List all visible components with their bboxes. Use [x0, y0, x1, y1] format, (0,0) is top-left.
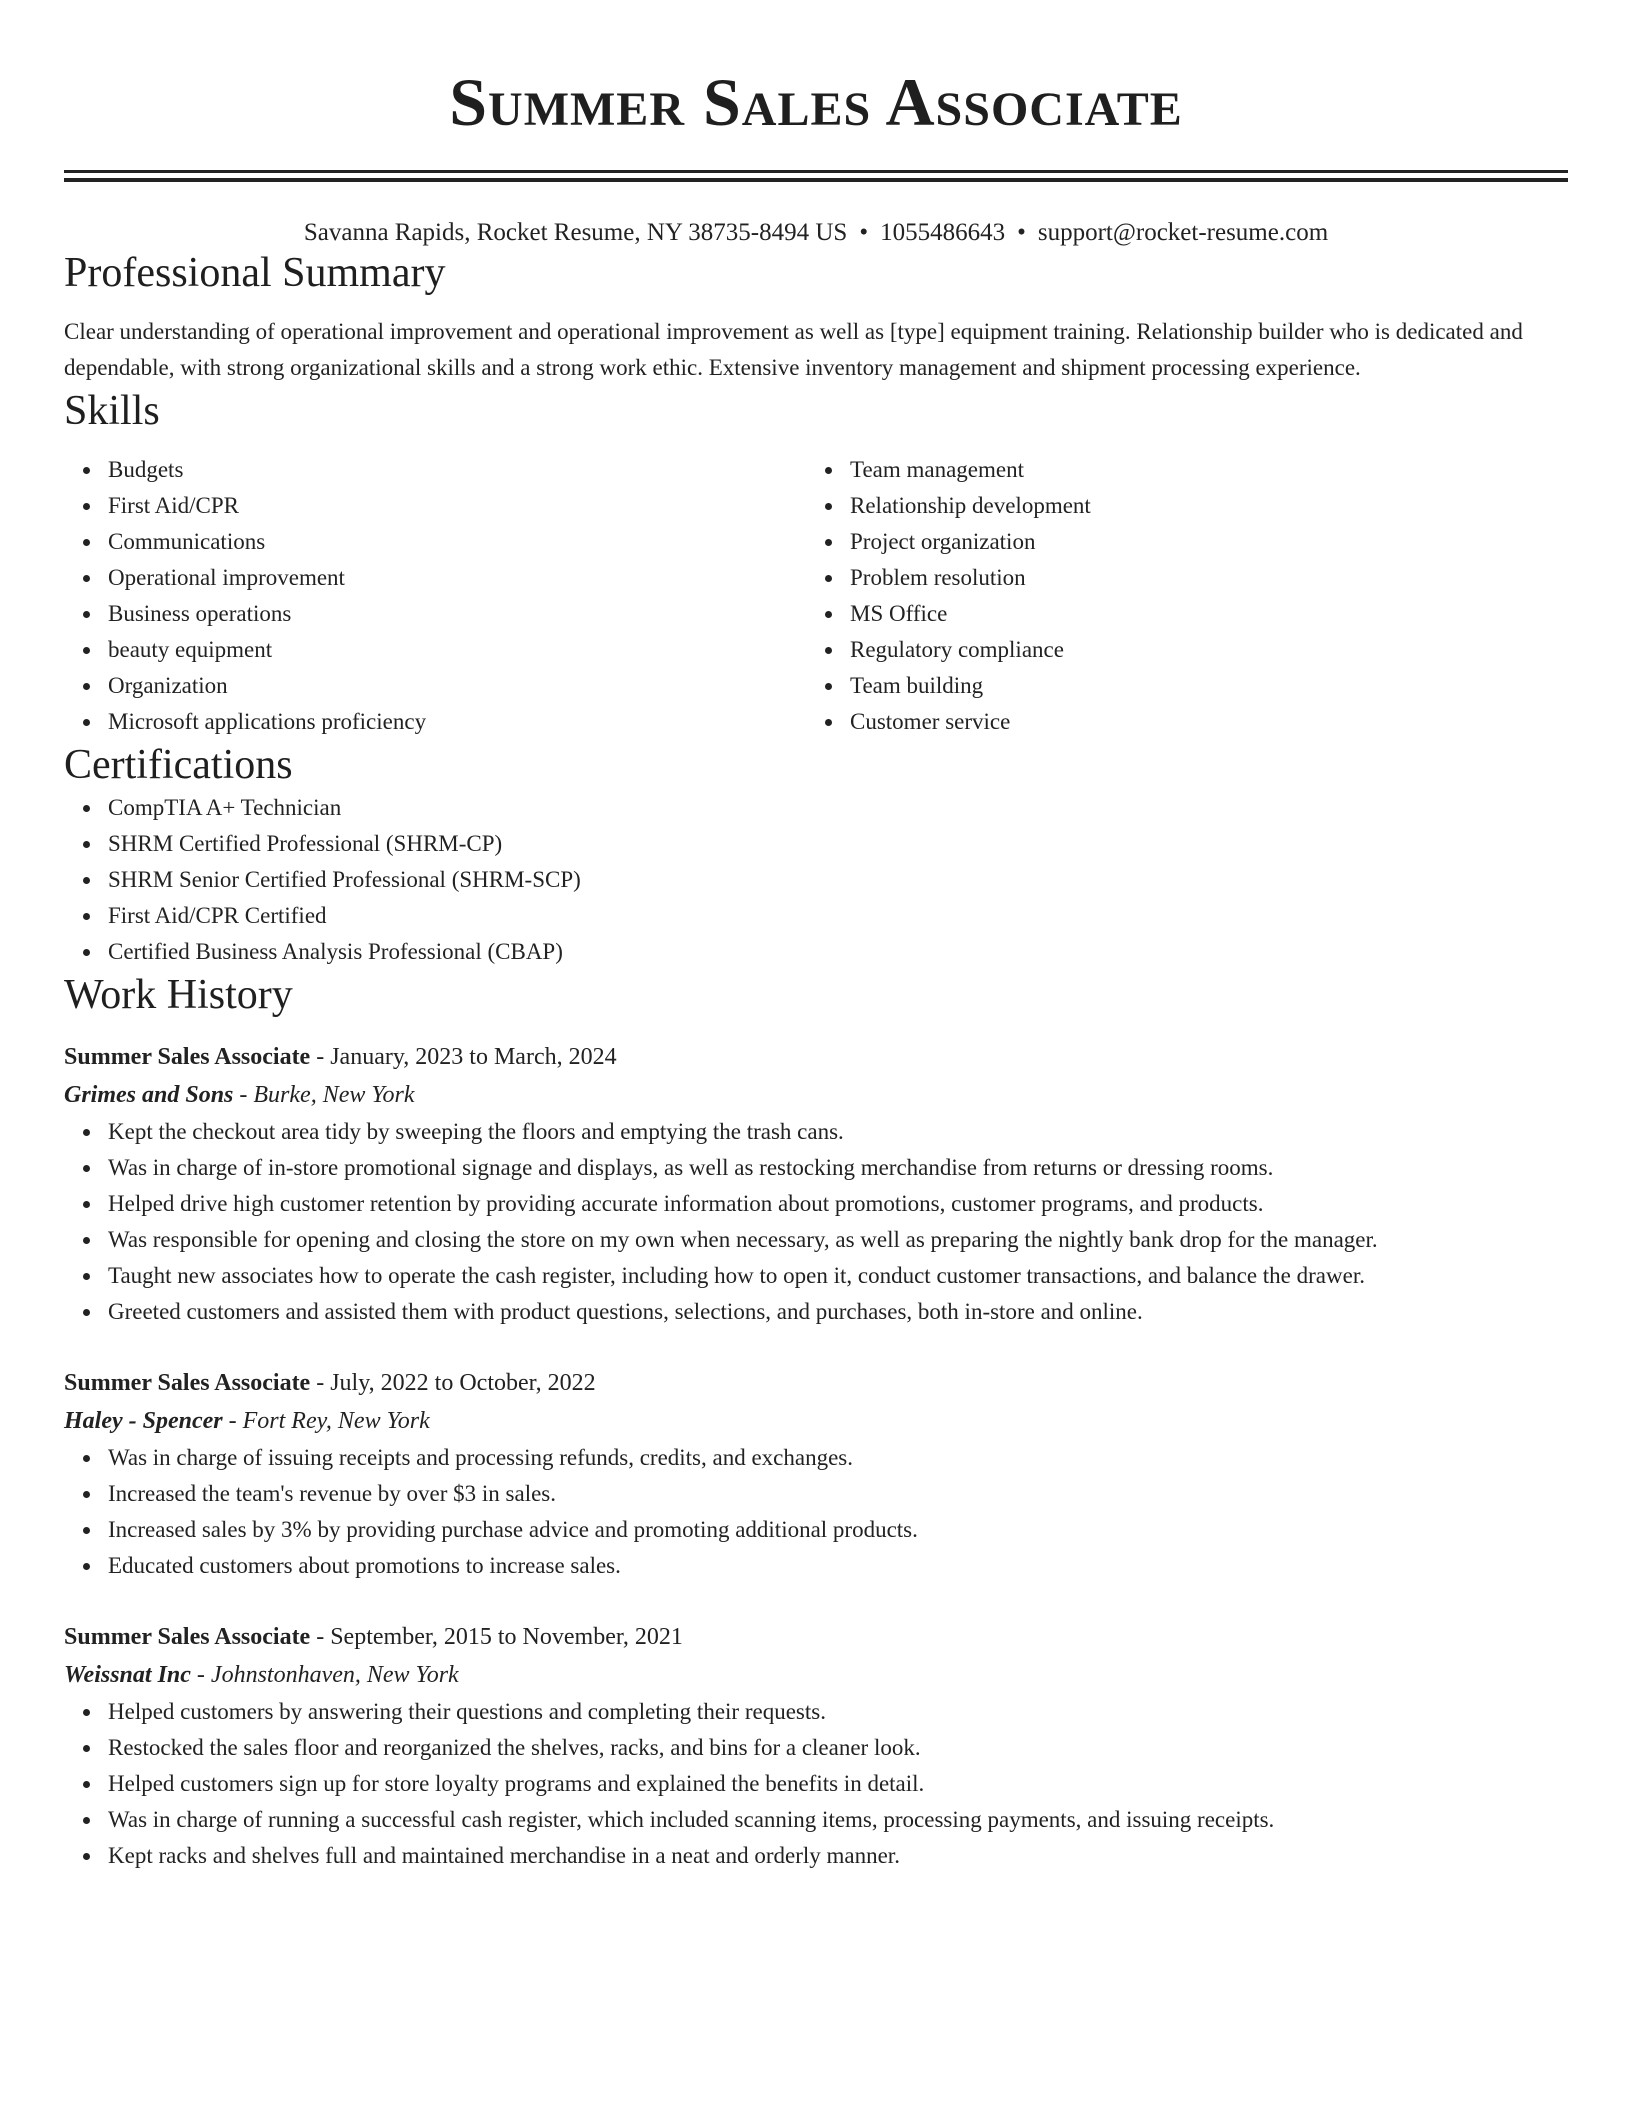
job-bullet: Was in charge of in-store promotional signage and displays, as well as restocking merchandise from returns or dressing rooms. — [108, 1150, 1568, 1186]
skills-column-left — [64, 452, 806, 740]
contact-separator: • — [1017, 219, 1026, 246]
skills-list-left — [64, 452, 806, 740]
company-location: - Fort Rey, New York — [222, 1408, 430, 1434]
skill-item: beauty equipment — [108, 632, 806, 668]
skill-item: Organization — [108, 668, 806, 704]
title-rule-bottom — [64, 178, 1568, 182]
skill-item: Customer service — [850, 704, 1548, 740]
company-name: Weissnat Inc — [64, 1662, 191, 1688]
contact-email: support@rocket-resume.com — [1037, 219, 1329, 246]
certifications-heading: Certifications — [64, 742, 293, 788]
certification-item: Certified Business Analysis Professional (CBAP) — [108, 934, 1568, 970]
resume-title: Summer Sales Associate — [449, 64, 1183, 140]
resume-page — [64, 0, 1568, 1874]
job-bullet: Restocked the sales floor and reorganized the shelves, racks, and bins for a cleaner look. — [108, 1730, 1568, 1766]
title-rule-top — [64, 170, 1568, 173]
job-bullet: Was in charge of running a successful cash register, which included scanning items, processing payments, and issuing receipts. — [108, 1802, 1568, 1838]
job-entry — [64, 1038, 1568, 1330]
certifications-list — [64, 790, 1568, 970]
company-line — [64, 1076, 1568, 1114]
job-dates: - September, 2015 to November, 2021 — [310, 1624, 683, 1650]
job-title: Summer Sales Associate — [64, 1044, 311, 1070]
company-line — [64, 1656, 1568, 1694]
skill-item: Operational improvement — [108, 560, 806, 596]
job-title: Summer Sales Associate — [64, 1370, 311, 1396]
skill-item: MS Office — [850, 596, 1548, 632]
job-bullet: Increased the team's revenue by over $3 in sales. — [108, 1476, 1568, 1512]
summary-text: Clear understanding of operational improvement and operational improvement as well as [type] equipment training. Relationship builder who is dedicated and dependable, with strong organizational skills and a strong work ethic. Extensive inventory management and shipment processing experience. — [64, 319, 1523, 380]
job-header — [64, 1038, 1568, 1076]
job-header — [64, 1618, 1568, 1656]
job-bullet-list — [64, 1440, 1568, 1584]
job-entry — [64, 1364, 1568, 1584]
job-bullet: Kept the checkout area tidy by sweeping the floors and emptying the trash cans. — [108, 1114, 1568, 1150]
job-bullet-list — [64, 1114, 1568, 1330]
job-dates: - January, 2023 to March, 2024 — [310, 1044, 617, 1070]
skill-item: Microsoft applications proficiency — [108, 704, 806, 740]
job-entry — [64, 1618, 1568, 1874]
certification-item: CompTIA A+ Technician — [108, 790, 1568, 826]
skill-item: Problem resolution — [850, 560, 1548, 596]
job-bullet: Kept racks and shelves full and maintained merchandise in a neat and orderly manner. — [108, 1838, 1568, 1874]
company-line — [64, 1402, 1568, 1440]
skills-heading: Skills — [64, 388, 160, 434]
job-bullet: Helped drive high customer retention by providing accurate information about promotions, customer programs, and products. — [108, 1186, 1568, 1222]
contact-separator: • — [859, 219, 869, 246]
contact-phone: 1055486643 — [880, 219, 1006, 246]
certification-item: SHRM Certified Professional (SHRM-CP) — [108, 826, 1568, 862]
certification-item: First Aid/CPR Certified — [108, 898, 1568, 934]
job-title: Summer Sales Associate — [64, 1624, 311, 1650]
skill-item: Communications — [108, 524, 806, 560]
summary-heading: Professional Summary — [64, 250, 446, 296]
job-bullet: Increased sales by 3% by providing purchase advice and promoting additional products. — [108, 1512, 1568, 1548]
skills-list-right — [806, 452, 1548, 740]
skill-item: Team building — [850, 668, 1548, 704]
certification-item: SHRM Senior Certified Professional (SHRM-SCP) — [108, 862, 1568, 898]
company-name: Haley - Spencer — [64, 1408, 223, 1434]
job-bullet-list — [64, 1694, 1568, 1874]
contact-address: Savanna Rapids, Rocket Resume, NY 38735-8494 US — [303, 219, 848, 246]
job-bullet: Educated customers about promotions to increase sales. — [108, 1548, 1568, 1584]
job-dates: - July, 2022 to October, 2022 — [310, 1370, 596, 1396]
job-bullet: Helped customers by answering their questions and completing their requests. — [108, 1694, 1568, 1730]
skill-item: Budgets — [108, 452, 806, 488]
skill-item: Business operations — [108, 596, 806, 632]
work-history-heading: Work History — [64, 972, 293, 1018]
skill-item: Relationship development — [850, 488, 1548, 524]
company-location: - Johnstonhaven, New York — [190, 1662, 459, 1688]
skill-item: Team management — [850, 452, 1548, 488]
job-bullet: Was responsible for opening and closing the store on my own when necessary, as well as preparing the nightly bank drop for the manager. — [108, 1222, 1568, 1258]
skills-grid — [64, 452, 1568, 740]
skill-item: Project organization — [850, 524, 1548, 560]
job-bullet: Helped customers sign up for store loyalty programs and explained the benefits in detail. — [108, 1766, 1568, 1802]
contact-line — [64, 218, 1568, 248]
skill-item: Regulatory compliance — [850, 632, 1548, 668]
job-bullet: Was in charge of issuing receipts and processing refunds, credits, and exchanges. — [108, 1440, 1568, 1476]
skills-column-right — [806, 452, 1548, 740]
work-history-list — [64, 1038, 1568, 1874]
company-name: Grimes and Sons — [64, 1082, 234, 1108]
company-location: - Burke, New York — [233, 1082, 415, 1108]
skill-item: First Aid/CPR — [108, 488, 806, 524]
job-bullet: Greeted customers and assisted them with product questions, selections, and purchases, both in-store and online. — [108, 1294, 1568, 1330]
job-bullet: Taught new associates how to operate the cash register, including how to open it, conduct customer transactions, and balance the drawer. — [108, 1258, 1568, 1294]
job-header — [64, 1364, 1568, 1402]
